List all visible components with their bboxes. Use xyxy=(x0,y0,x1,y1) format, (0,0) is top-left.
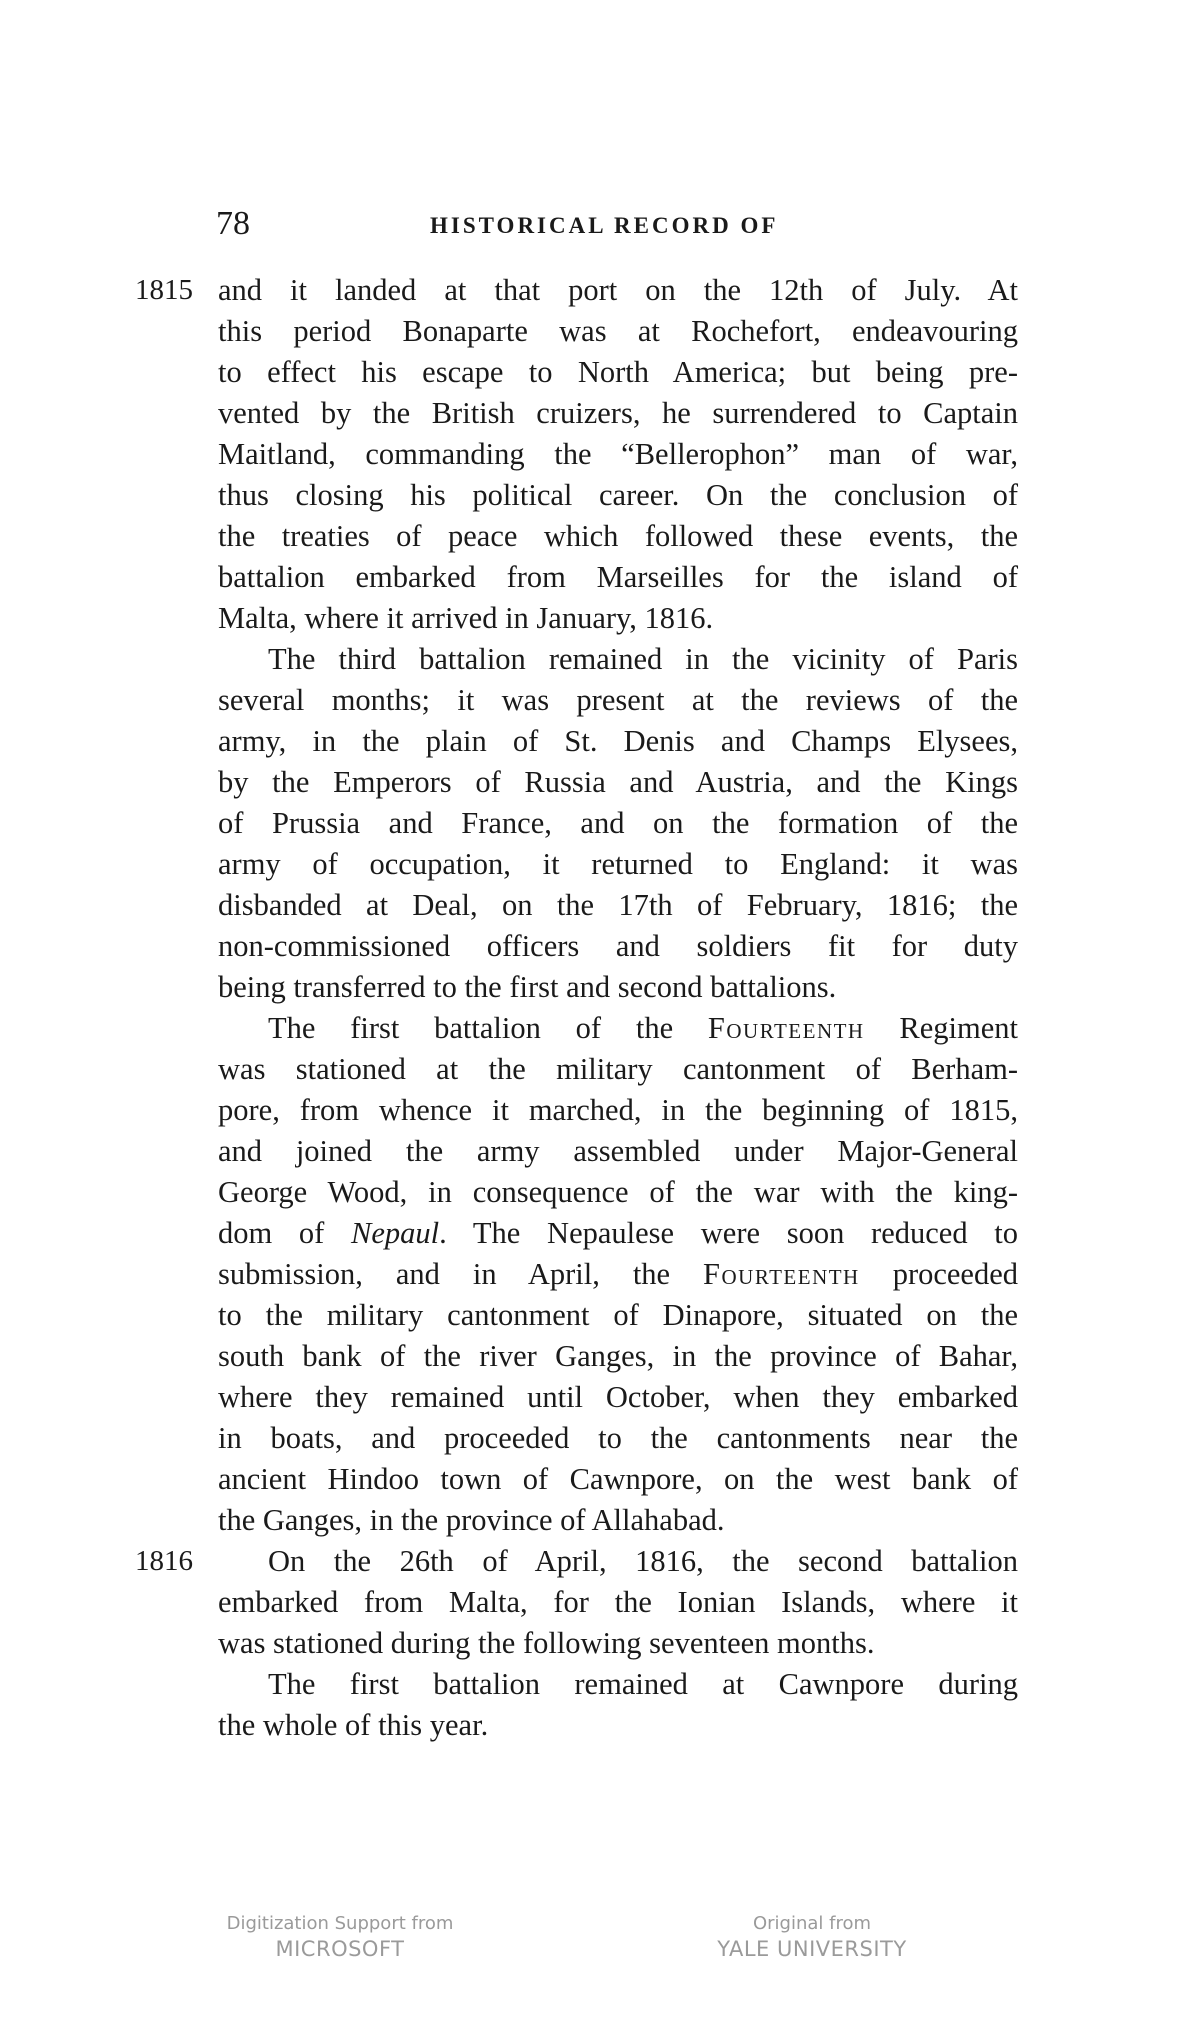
text-line: pore, from whence it marched, in the beginning of 1815, xyxy=(218,1093,1018,1127)
text-fragment: submission, and in April, the xyxy=(218,1257,704,1291)
text-line: being transferred to the first and second battalions. xyxy=(218,970,837,1004)
text-line: to effect his escape to North America; but being pre- xyxy=(218,355,1018,389)
margin-year-1815: 1815 xyxy=(135,274,193,306)
text-line: by the Emperors of Russia and Austria, and the Kings xyxy=(218,765,1018,799)
footer-left-caption: Digitization Support from xyxy=(226,1913,454,1934)
page-header xyxy=(0,205,1190,245)
text-line: the whole of this year. xyxy=(218,1708,489,1742)
text-line xyxy=(218,1213,1018,1254)
text-line: army, in the plain of St. Denis and Champs Elysees, xyxy=(218,724,1018,758)
text-line: and it landed at that port on the 12th of July. At xyxy=(218,273,1018,307)
text-line: The first battalion remained at Cawnpore during xyxy=(268,1667,1018,1701)
text-fragment: dom of xyxy=(218,1216,352,1250)
footer-left xyxy=(190,1912,490,1962)
text-line: The third battalion remained in the vicinity of Paris xyxy=(268,642,1018,676)
text-line: several months; it was present at the reviews of the xyxy=(218,683,1018,717)
text-line xyxy=(218,1254,1018,1295)
text-line: in boats, and proceeded to the cantonments near the xyxy=(218,1421,1018,1455)
footer-right-org: YALE UNIVERSITY xyxy=(717,1937,907,1961)
text-line: ancient Hindoo town of Cawnpore, on the west bank of xyxy=(218,1462,1018,1496)
text-line: battalion embarked from Marseilles for the island of xyxy=(218,560,1018,594)
text-line: south bank of the river Ganges, in the province of Bahar, xyxy=(218,1339,1018,1373)
regiment-name: Fourteenth xyxy=(703,1257,860,1291)
text-line: the treaties of peace which followed these events, the xyxy=(218,519,1018,553)
margin-year-1816: 1816 xyxy=(135,1545,193,1577)
text-line: this period Bonaparte was at Rochefort, endeavouring xyxy=(218,314,1018,348)
text-line: where they remained until October, when they embarked xyxy=(218,1380,1018,1414)
text-line: and joined the army assembled under Major-General xyxy=(218,1134,1018,1168)
text-line: George Wood, in consequence of the war with the king- xyxy=(218,1175,1018,1209)
page-number: 78 xyxy=(216,205,250,242)
text-fragment: Regiment xyxy=(899,1011,1018,1045)
text-line: army of occupation, it returned to England: it was xyxy=(218,847,1018,881)
text-line: On the 26th of April, 1816, the second battalion xyxy=(268,1544,1018,1578)
text-line: of Prussia and France, and on the formation of the xyxy=(218,806,1018,840)
place-name: Nepaul xyxy=(351,1216,440,1250)
text-line: non-commissioned officers and soldiers fit for duty xyxy=(218,929,1018,963)
digitization-footer xyxy=(0,1912,1190,1972)
text-line: Maitland, commanding the “Bellerophon” man of war, xyxy=(218,437,1018,471)
text-line: to the military cantonment of Dinapore, situated on the xyxy=(218,1298,1018,1332)
footer-right xyxy=(662,1912,962,1962)
regiment-name: Fourteenth xyxy=(707,1011,865,1045)
running-head: HISTORICAL RECORD OF xyxy=(430,213,779,238)
text-line: Malta, where it arrived in January, 1816. xyxy=(218,601,714,635)
text-line xyxy=(268,1008,1018,1049)
text-line: vented by the British cruizers, he surrendered to Captain xyxy=(218,396,1018,430)
text-fragment: proceeded xyxy=(892,1257,1019,1291)
text-line: the Ganges, in the province of Allahabad. xyxy=(218,1503,725,1537)
text-line: was stationed at the military cantonment of Berham- xyxy=(218,1052,1018,1086)
text-line: thus closing his political career. On the conclusion of xyxy=(218,478,1018,512)
text-fragment: . The Nepaulese were soon reduced to xyxy=(439,1216,1018,1250)
text-line: was stationed during the following seventeen months. xyxy=(218,1626,875,1660)
footer-left-org: MICROSOFT xyxy=(275,1937,405,1961)
text-line: embarked from Malta, for the Ionian Islands, where it xyxy=(218,1585,1018,1619)
text-fragment: The first battalion of the xyxy=(268,1011,708,1045)
footer-right-caption: Original from xyxy=(752,1913,872,1934)
text-line: disbanded at Deal, on the 17th of February, 1816; the xyxy=(218,888,1018,922)
